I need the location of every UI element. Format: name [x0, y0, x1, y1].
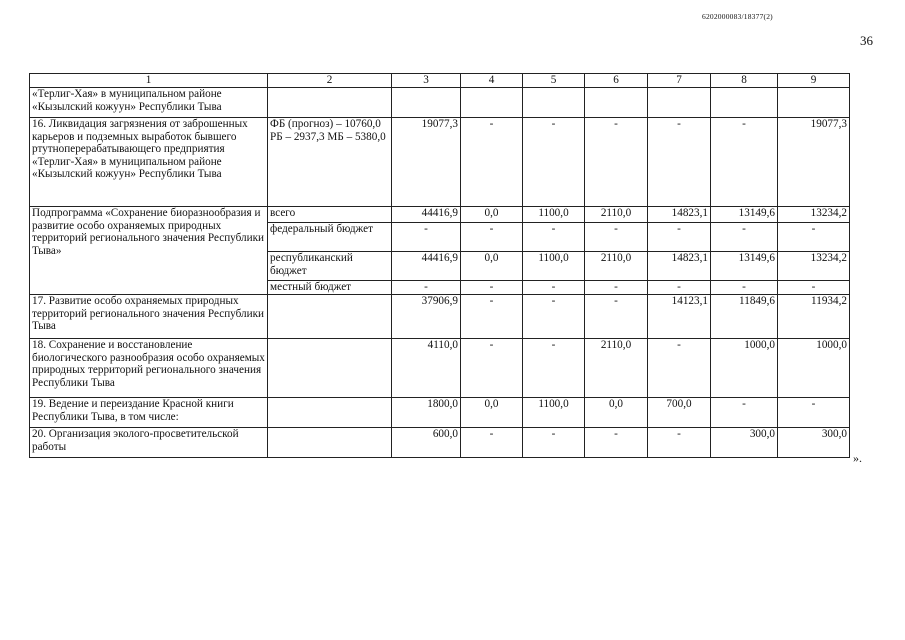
year-value: 1100,0 [523, 398, 585, 428]
funding-source [268, 339, 392, 398]
total-value: 600,0 [392, 428, 461, 458]
year-value: 13149,6 [711, 207, 778, 223]
activity-name: 16. Ликвидация загрязнения от заброшенных карьеров и подземных выработок бывшего ртутноперерабатывающего предприятия «Терлиг-Хая» в муниципальном районе «Кызылский кожуун» Республики Тыва [30, 118, 268, 207]
year-value: 700,0 [648, 398, 711, 428]
col-header: 7 [648, 74, 711, 88]
funding-source: ФБ (прогноз) – 10760,0 РБ – 2937,3 МБ – 5380,0 [268, 118, 392, 207]
year-value: - [461, 428, 523, 458]
funding-source: всего [268, 207, 392, 223]
table-row [30, 88, 850, 118]
year-value: - [585, 281, 648, 295]
year-value [711, 88, 778, 118]
funding-source: республиканский бюджет [268, 252, 392, 281]
table-row [30, 339, 850, 398]
year-value [648, 88, 711, 118]
page-number: 36 [860, 33, 873, 48]
year-value: 0,0 [461, 207, 523, 223]
funding-source: федеральный бюджет [268, 223, 392, 252]
year-value: - [778, 398, 850, 428]
year-value: - [523, 428, 585, 458]
col-header: 9 [778, 74, 850, 88]
year-value: 0,0 [461, 398, 523, 428]
year-value: - [461, 295, 523, 339]
year-value: 2110,0 [585, 207, 648, 223]
table-row [30, 428, 850, 458]
subprogram-name: Подпрограмма «Сохранение биоразнообразия и развитие особо охраняемых природных территорий регионального значения Республики Тыва» [30, 207, 268, 295]
year-value: - [585, 118, 648, 207]
col-header: 8 [711, 74, 778, 88]
funding-source [268, 88, 392, 118]
year-value: - [585, 223, 648, 252]
budget-table [29, 73, 850, 458]
year-value: - [648, 339, 711, 398]
total-value: 44416,9 [392, 207, 461, 223]
col-header: 3 [392, 74, 461, 88]
year-value [585, 88, 648, 118]
year-value: - [711, 223, 778, 252]
table-row [30, 295, 850, 339]
year-value: 14823,1 [648, 252, 711, 281]
funding-source [268, 295, 392, 339]
year-value: 0,0 [585, 398, 648, 428]
year-value: - [648, 428, 711, 458]
col-header: 1 [30, 74, 268, 88]
total-value: 1800,0 [392, 398, 461, 428]
total-value: - [392, 223, 461, 252]
total-value: 37906,9 [392, 295, 461, 339]
total-value: 44416,9 [392, 252, 461, 281]
table-row [30, 118, 850, 207]
year-value [461, 88, 523, 118]
year-value: 0,0 [461, 252, 523, 281]
activity-name: «Терлиг-Хая» в муниципальном районе «Кызылский кожуун» Республики Тыва [30, 88, 268, 118]
year-value: - [523, 281, 585, 295]
total-value [392, 88, 461, 118]
year-value: - [711, 118, 778, 207]
table-row [30, 207, 850, 223]
year-value: - [585, 428, 648, 458]
table-row [30, 398, 850, 428]
funding-source [268, 398, 392, 428]
year-value: 2110,0 [585, 339, 648, 398]
year-value: - [523, 295, 585, 339]
year-value: 1000,0 [711, 339, 778, 398]
year-value: - [523, 118, 585, 207]
year-value: - [523, 223, 585, 252]
year-value: 11934,2 [778, 295, 850, 339]
year-value: 13234,2 [778, 207, 850, 223]
col-header: 6 [585, 74, 648, 88]
year-value: - [711, 281, 778, 295]
col-header: 2 [268, 74, 392, 88]
column-number-row [30, 74, 850, 88]
year-value [778, 88, 850, 118]
year-value: - [711, 398, 778, 428]
year-value: 13234,2 [778, 252, 850, 281]
activity-name: 19. Ведение и переиздание Красной книги Республики Тыва, в том числе: [30, 398, 268, 428]
year-value: 1000,0 [778, 339, 850, 398]
funding-source [268, 428, 392, 458]
activity-name: 20. Организация эколого-просветительской работы [30, 428, 268, 458]
year-value: - [523, 339, 585, 398]
year-value: 13149,6 [711, 252, 778, 281]
year-value: - [648, 223, 711, 252]
year-value: 300,0 [711, 428, 778, 458]
year-value: - [461, 339, 523, 398]
funding-source: местный бюджет [268, 281, 392, 295]
year-value: - [778, 281, 850, 295]
year-value: - [461, 281, 523, 295]
year-value [523, 88, 585, 118]
total-value: 4110,0 [392, 339, 461, 398]
closing-quote: ». [853, 451, 862, 465]
year-value: 14823,1 [648, 207, 711, 223]
year-value: 2110,0 [585, 252, 648, 281]
total-value: 19077,3 [392, 118, 461, 207]
year-value: - [648, 281, 711, 295]
year-value: - [648, 118, 711, 207]
year-value: - [778, 223, 850, 252]
year-value: 1100,0 [523, 252, 585, 281]
year-value: 19077,3 [778, 118, 850, 207]
year-value: 300,0 [778, 428, 850, 458]
year-value: - [585, 295, 648, 339]
year-value: 11849,6 [711, 295, 778, 339]
document-code: 6202000083/18377(2) [702, 12, 773, 21]
activity-name: 17. Развитие особо охраняемых природных территорий регионального значения Республики Тыва [30, 295, 268, 339]
activity-name: 18. Сохранение и восстановление биологического разнообразия особо охраняемых природных территорий регионального значения Республики Тыва [30, 339, 268, 398]
total-value: - [392, 281, 461, 295]
year-value: 14123,1 [648, 295, 711, 339]
year-value: - [461, 118, 523, 207]
col-header: 4 [461, 74, 523, 88]
year-value: 1100,0 [523, 207, 585, 223]
col-header: 5 [523, 74, 585, 88]
year-value: - [461, 223, 523, 252]
